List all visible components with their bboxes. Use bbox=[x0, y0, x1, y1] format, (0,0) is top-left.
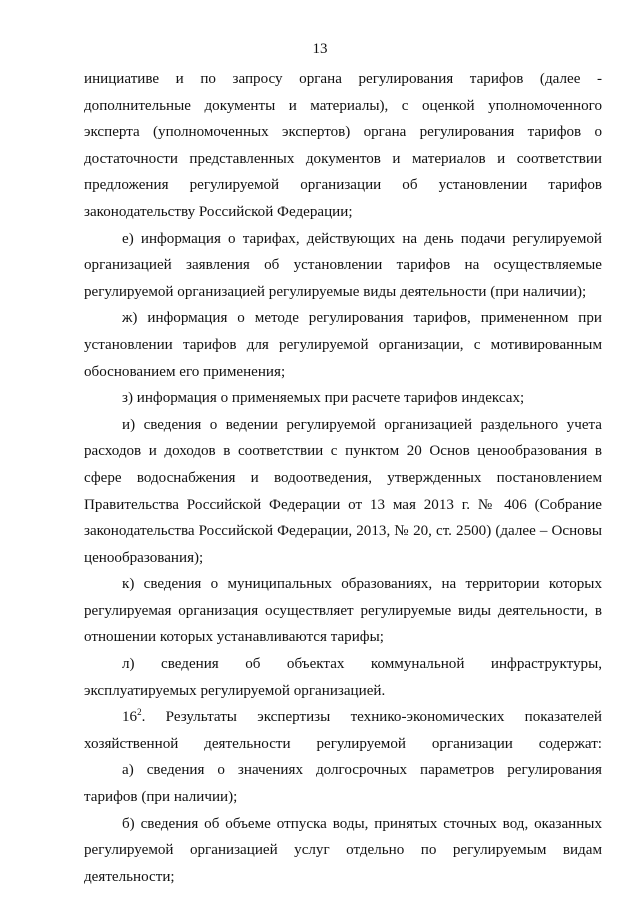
paragraph-continuation: инициативе и по запросу органа регулирования тарифов (далее - дополнительные документы и материалы), с оценкой уполномоченного эксперта (уполномоченных экспертов) органа регулирования тарифов о достаточности представленных документов и материалов и соответствии предложения регулируемой организации об установлении тарифов законодательству Российской Федерации; bbox=[84, 71, 602, 220]
subpoint-b: б) сведения об объеме отпуска воды, принятых сточных вод, оказанных регулируемой организацией услуг отдельно по регулируемым видам деятельности; bbox=[84, 815, 602, 885]
paragraph-l: л) сведения об объектах коммунальной инфраструктуры, эксплуатируемых регулируемой организацией. bbox=[84, 656, 602, 699]
paragraph-i: и) сведения о ведении регулируемой организацией раздельного учета расходов и доходов в соответствии с пунктом 20 Основ ценообразования в сфере водоснабжения и водоотведения, утвержденных постановлением Правительства Российской Федерации от 13 мая 2013 г. № 406 (Собрание законодательства Российской Федерации, 2013, № 20, ст. 2500) (далее – Основы ценообразования); bbox=[84, 416, 602, 566]
paragraph-zh: ж) информация о методе регулирования тарифов, примененном при установлении тарифов для регулируемой организации, с мотивированным обоснованием его применения; bbox=[84, 310, 602, 380]
point-number: 16 bbox=[122, 709, 138, 726]
document-body bbox=[84, 66, 602, 890]
paragraph-z: з) информация о применяемых при расчете тарифов индексах; bbox=[122, 390, 525, 407]
point-superscript: 2 bbox=[137, 707, 142, 718]
paragraph-e: е) информация о тарифах, действующих на день подачи регулируемой организацией заявления об установлении тарифов на осуществляемые регулируемой организацией регулируемые виды деятельности (при наличии); bbox=[84, 230, 602, 300]
page-number: 13 bbox=[312, 41, 328, 57]
point-text: . Результаты экспертизы технико-экономических показателей хозяйственной деятельности регулируемой организации содержат: bbox=[84, 709, 602, 752]
paragraph-k: к) сведения о муниципальных образованиях, на территории которых регулируемая организация осуществляет регулируемые виды деятельности, в отношении которых устанавливаются тарифы; bbox=[84, 576, 602, 646]
point-16-2 bbox=[84, 704, 602, 757]
subpoint-a: а) сведения о значениях долгосрочных параметров регулирования тарифов (при наличии); bbox=[84, 762, 602, 806]
